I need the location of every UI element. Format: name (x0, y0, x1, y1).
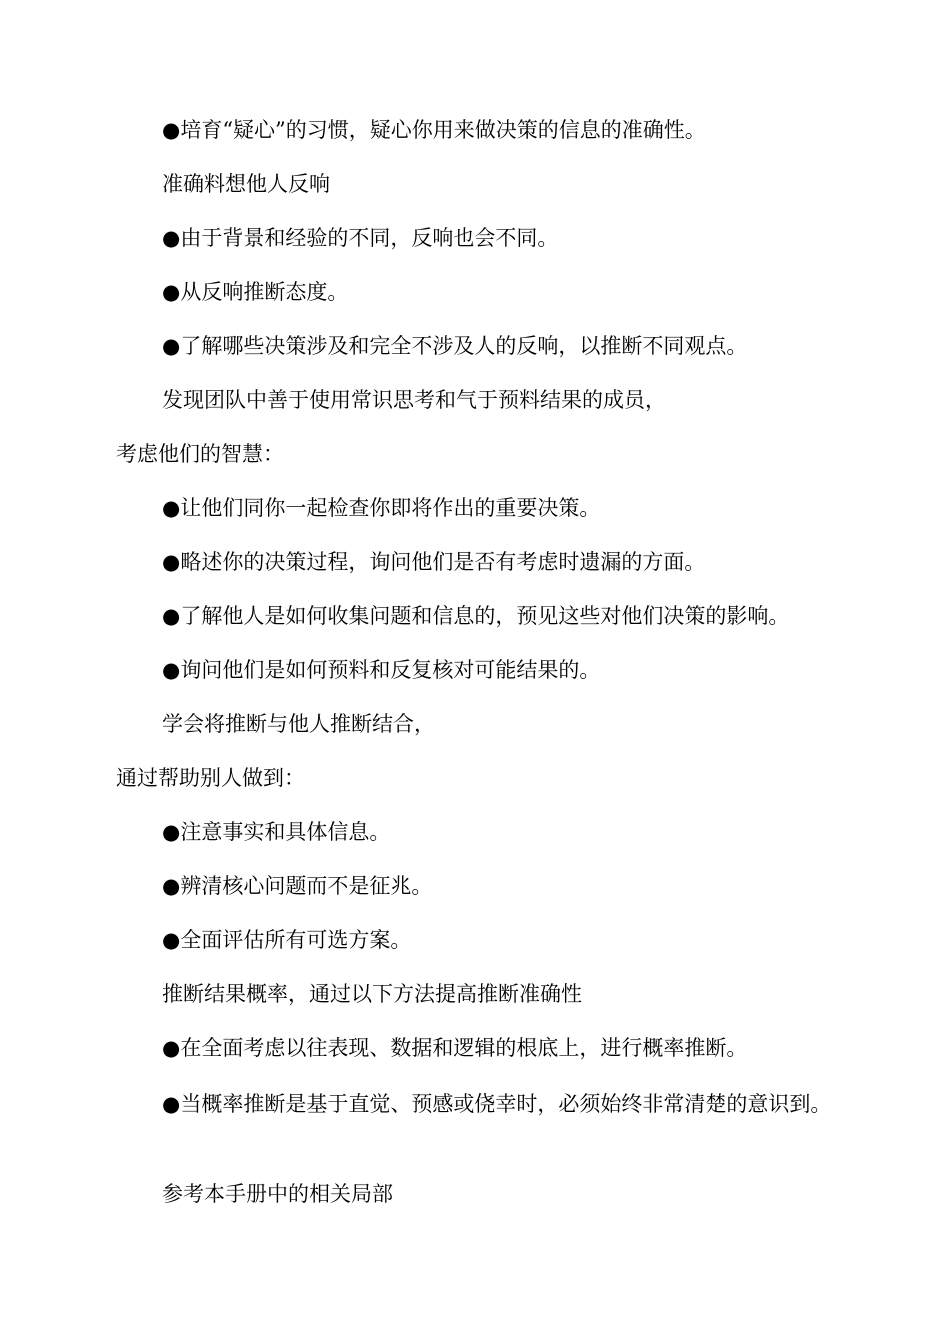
paragraph: ●在全面考虑以往表现、数据和逻辑的根底上，进行概率推断。 (162, 1036, 748, 1060)
paragraph: 发现团队中善于使用常识思考和气于预料结果的成员， (162, 388, 666, 412)
paragraph: ●培育“疑心”的习惯，疑心你用来做决策的信息的准确性。 (162, 118, 706, 142)
paragraph: ●略述你的决策过程，询问他们是否有考虑时遗漏的方面。 (162, 550, 706, 574)
paragraph: 学会将推断与他人推断结合， (162, 712, 435, 736)
paragraph: ●由于背景和经验的不同，反响也会不同。 (162, 226, 559, 250)
paragraph: ●询问他们是如何预料和反复核对可能结果的。 (162, 658, 601, 682)
paragraph: 通过帮助别人做到： (116, 766, 305, 790)
paragraph: 参考本手册中的相关局部 (162, 1182, 393, 1206)
paragraph: ●了解他人是如何收集问题和信息的，预见这些对他们决策的影响。 (162, 604, 790, 628)
paragraph: ●辨清核心问题而不是征兆。 (162, 874, 433, 898)
paragraph: 考虑他们的智慧： (116, 442, 284, 466)
paragraph: ●了解哪些决策涉及和完全不涉及人的反响，以推断不同观点。 (162, 334, 748, 358)
paragraph: 推断结果概率，通过以下方法提高推断准确性 (162, 982, 582, 1006)
paragraph: ●让他们同你一起检查你即将作出的重要决策。 (162, 496, 601, 520)
paragraph: ●全面评估所有可选方案。 (162, 928, 412, 952)
paragraph: ●当概率推断是基于直觉、预感或侥幸时，必须始终非常清楚的意识到。 (162, 1092, 832, 1116)
paragraph: 准确料想他人反响 (162, 172, 330, 196)
paragraph: ●从反响推断态度。 (162, 280, 349, 304)
paragraph: ●注意事实和具体信息。 (162, 820, 391, 844)
